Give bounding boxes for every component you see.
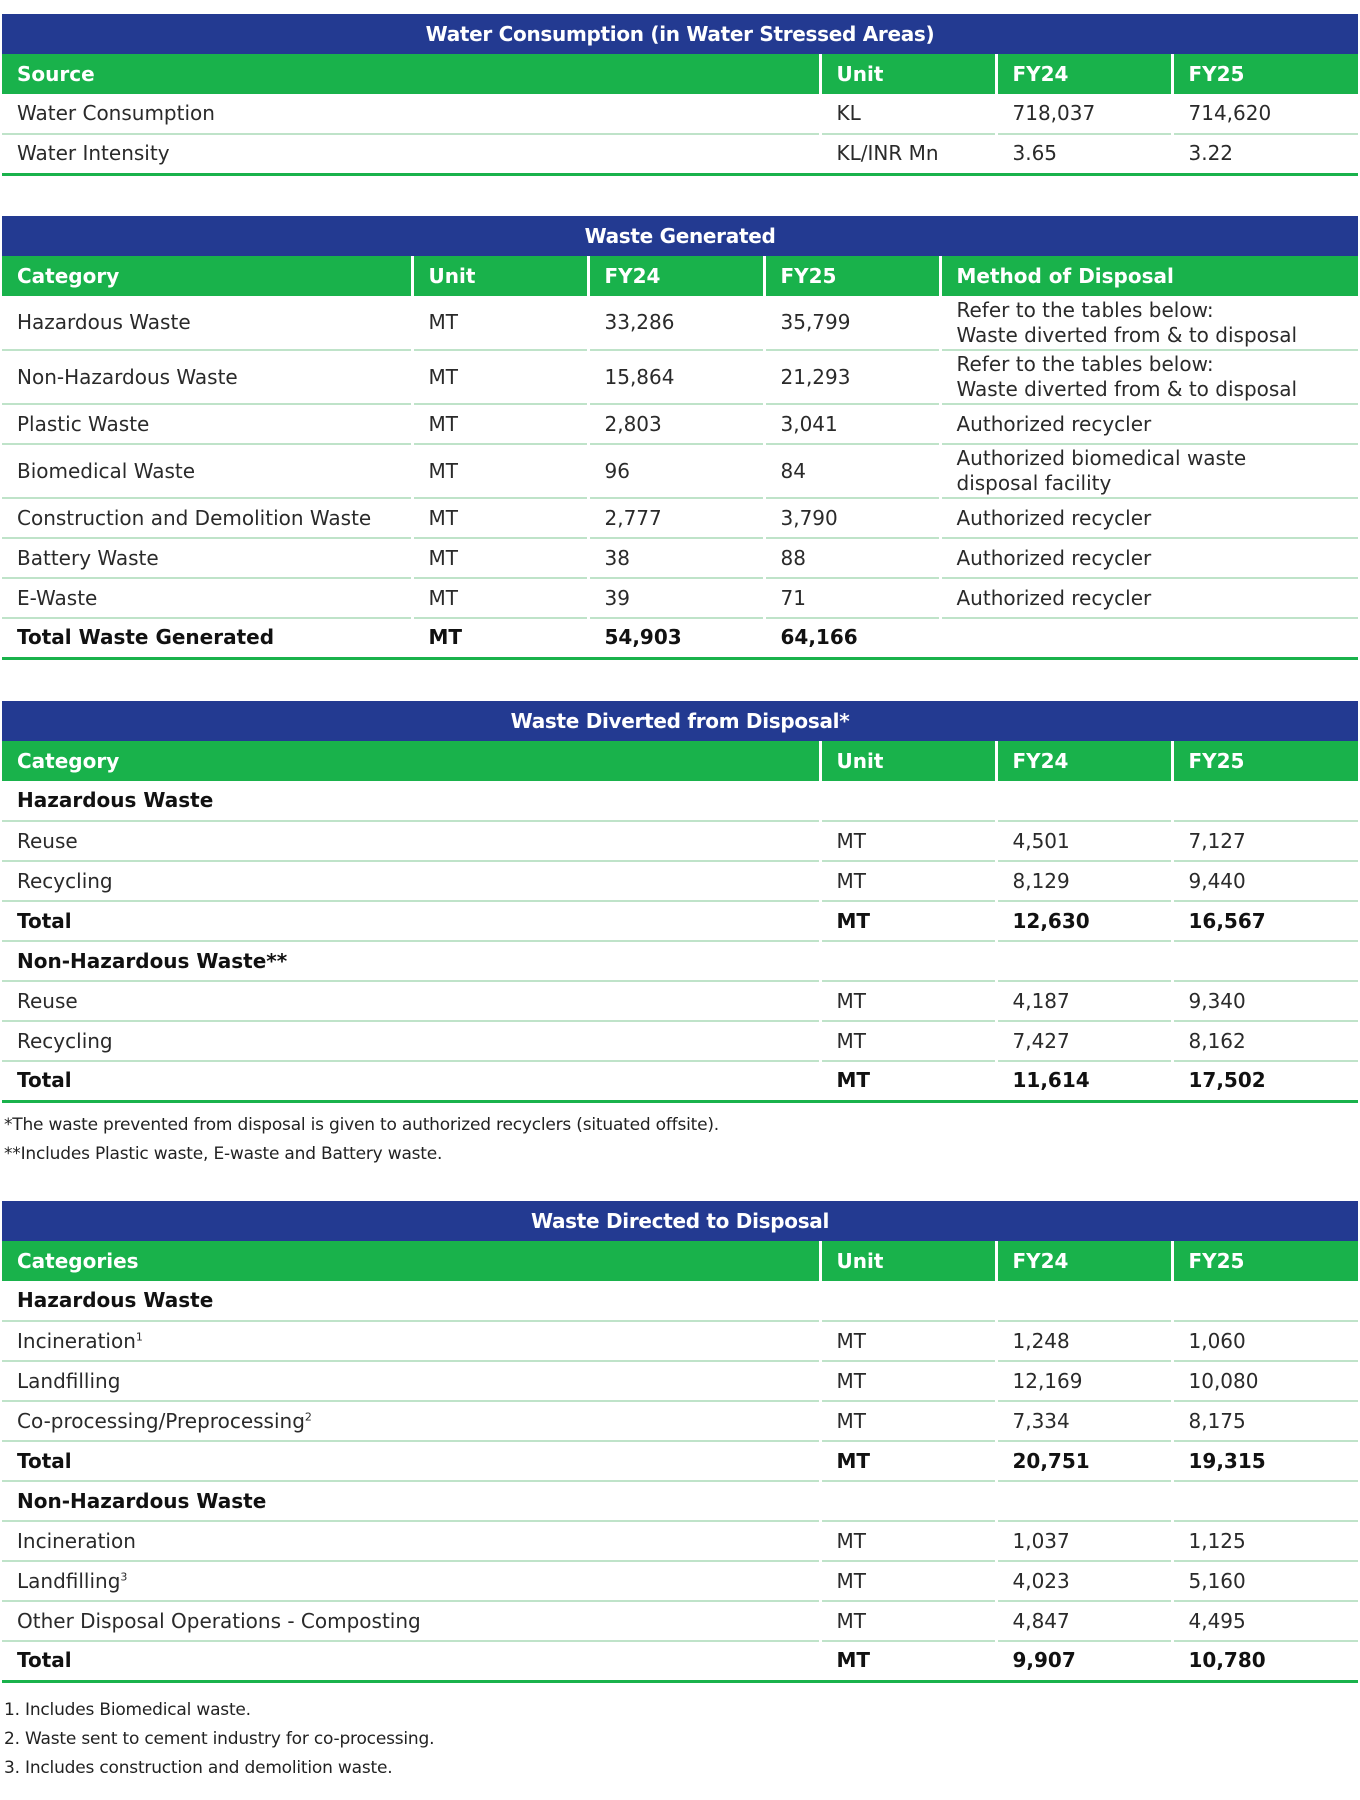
total-unit: MT: [820, 1441, 996, 1481]
column-header-fy25: FY25: [1172, 741, 1358, 781]
waste-diverted-table: [2, 701, 1358, 1103]
row-unit: MT: [820, 1021, 996, 1061]
table-row: [2, 1561, 1358, 1601]
row-unit: MT: [412, 578, 588, 618]
row-unit: MT: [820, 821, 996, 861]
table-title: Waste Diverted from Disposal*: [2, 701, 1358, 741]
column-header-fy25: FY25: [764, 256, 940, 296]
row-label: Battery Waste: [2, 538, 412, 578]
total-fy25: 10,780: [1172, 1641, 1358, 1681]
waste-generated-table: [2, 216, 1358, 660]
table-title: Water Consumption (in Water Stressed Areas): [2, 14, 1358, 54]
table-row: [2, 578, 1358, 618]
column-header-fy24: FY24: [588, 256, 764, 296]
row-unit: MT: [820, 981, 996, 1021]
row-fy25: 84: [764, 444, 940, 498]
table-row: [2, 296, 1358, 350]
row-fy25: 3,790: [764, 498, 940, 538]
row-unit: MT: [820, 1561, 996, 1601]
row-unit: MT: [412, 296, 588, 350]
table-row: [2, 538, 1358, 578]
column-header-unit: Unit: [820, 741, 996, 781]
row-unit: MT: [412, 404, 588, 444]
table-row: [2, 1361, 1358, 1401]
row-fy25: 88: [764, 538, 940, 578]
total-fy25: 16,567: [1172, 901, 1358, 941]
total-unit: MT: [820, 1641, 996, 1681]
total-label: Total Waste Generated: [2, 618, 412, 658]
column-header-fy24: FY24: [996, 54, 1172, 94]
table-title: Waste Directed to Disposal: [2, 1201, 1358, 1241]
row-fy24: 39: [588, 578, 764, 618]
row-label: Other Disposal Operations - Composting: [2, 1601, 820, 1641]
row-label: Reuse: [2, 821, 820, 861]
row-fy25: 1,125: [1172, 1521, 1358, 1561]
waste-diverted-section: [2, 701, 1358, 1103]
total-fy24: 54,903: [588, 618, 764, 658]
footnote: 2. Waste sent to cement industry for co-processing.: [4, 1729, 435, 1749]
total-unit: MT: [820, 1061, 996, 1101]
row-fy25: 5,160: [1172, 1561, 1358, 1601]
table-row: [2, 94, 1358, 134]
total-unit: MT: [820, 901, 996, 941]
row-method: [940, 296, 1358, 350]
row-unit: MT: [412, 538, 588, 578]
row-fy24: 7,334: [996, 1401, 1172, 1441]
method-line: Refer to the tables below:: [956, 352, 1214, 376]
row-fy25: 3,041: [764, 404, 940, 444]
total-row: [2, 618, 1358, 658]
column-header-unit: Unit: [820, 1241, 996, 1281]
group-label: Non-Hazardous Waste: [2, 1481, 820, 1521]
footnote: 1. Includes Biomedical waste.: [4, 1700, 251, 1720]
row-method: Authorized recycler: [940, 404, 1358, 444]
table-row: [2, 1321, 1358, 1361]
row-label: Landfilling$^3$: [2, 1561, 820, 1601]
row-unit: MT: [820, 1521, 996, 1561]
row-unit: MT: [412, 498, 588, 538]
row-label: Construction and Demolition Waste: [2, 498, 412, 538]
row-label: Co-processing/Preprocessing$^2$: [2, 1401, 820, 1441]
total-fy25: 19,315: [1172, 1441, 1358, 1481]
total-row: [2, 1441, 1358, 1481]
total-fy24: 9,907: [996, 1641, 1172, 1681]
footnote-marker: 3: [120, 1569, 128, 1583]
group-row: [2, 941, 1358, 981]
table-row: [2, 444, 1358, 498]
total-label: Total: [2, 1441, 820, 1481]
row-unit: MT: [820, 1401, 996, 1441]
waste-generated-section: [2, 216, 1358, 660]
row-method: Authorized recycler: [940, 578, 1358, 618]
table-title: Waste Generated: [2, 216, 1358, 256]
row-fy25: 714,620: [1172, 94, 1358, 134]
total-row: [2, 901, 1358, 941]
table-row: [2, 1521, 1358, 1561]
footnote-marker: 2: [304, 1409, 312, 1423]
table-row: [2, 404, 1358, 444]
row-method: [940, 350, 1358, 404]
row-fy24: 1,037: [996, 1521, 1172, 1561]
row-fy24: 2,777: [588, 498, 764, 538]
row-fy25: 4,495: [1172, 1601, 1358, 1641]
row-fy25: 10,080: [1172, 1361, 1358, 1401]
row-fy24: 38: [588, 538, 764, 578]
group-row: [2, 781, 1358, 821]
column-header-category: Category: [2, 741, 820, 781]
row-method: Authorized recycler: [940, 538, 1358, 578]
waste-directed-table: [2, 1201, 1358, 1683]
total-label: Total: [2, 1061, 820, 1101]
row-unit: MT: [820, 1361, 996, 1401]
row-fy25: 9,340: [1172, 981, 1358, 1021]
total-fy25: 17,502: [1172, 1061, 1358, 1101]
row-label: Biomedical Waste: [2, 444, 412, 498]
column-header-fy24: FY24: [996, 1241, 1172, 1281]
total-fy24: 12,630: [996, 901, 1172, 941]
water-consumption-table: [2, 14, 1358, 176]
footnote-marker: 1: [135, 1329, 143, 1343]
group-row: [2, 1481, 1358, 1521]
row-method: [940, 444, 1358, 498]
column-header-source: Source: [2, 54, 820, 94]
total-fy24: 20,751: [996, 1441, 1172, 1481]
row-fy24: 718,037: [996, 94, 1172, 134]
row-label: Recycling: [2, 1021, 820, 1061]
column-header-unit: Unit: [820, 54, 996, 94]
row-fy24: 4,023: [996, 1561, 1172, 1601]
total-label: Total: [2, 901, 820, 941]
column-header-fy25: FY25: [1172, 1241, 1358, 1281]
row-fy25: 7,127: [1172, 821, 1358, 861]
group-label: Hazardous Waste: [2, 781, 820, 821]
column-header-method: Method of Disposal: [940, 256, 1358, 296]
method-line: Authorized biomedical waste: [956, 446, 1247, 470]
row-unit: KL: [820, 94, 996, 134]
footnote: **Includes Plastic waste, E-waste and Battery waste.: [4, 1144, 443, 1164]
total-method: [940, 618, 1358, 658]
total-row: [2, 1061, 1358, 1101]
row-label: Hazardous Waste: [2, 296, 412, 350]
row-fy24: 33,286: [588, 296, 764, 350]
row-fy25: 21,293: [764, 350, 940, 404]
row-fy24: 96: [588, 444, 764, 498]
row-label: Incineration$^1$: [2, 1321, 820, 1361]
row-label: E-Waste: [2, 578, 412, 618]
table-row: [2, 498, 1358, 538]
row-unit: MT: [412, 444, 588, 498]
table-row: [2, 821, 1358, 861]
row-fy24: 7,427: [996, 1021, 1172, 1061]
footnote: 3. Includes construction and demolition waste.: [4, 1758, 393, 1778]
row-fy25: 71: [764, 578, 940, 618]
row-fy25: 1,060: [1172, 1321, 1358, 1361]
row-fy24: 2,803: [588, 404, 764, 444]
total-unit: MT: [412, 618, 588, 658]
table-row: [2, 981, 1358, 1021]
table-row: [2, 134, 1358, 174]
row-label: Plastic Waste: [2, 404, 412, 444]
water-consumption-section: [2, 14, 1358, 176]
row-fy24: 4,187: [996, 981, 1172, 1021]
row-unit: MT: [820, 1321, 996, 1361]
footnote: *The waste prevented from disposal is given to authorized recyclers (situated offsite).: [4, 1115, 719, 1135]
row-unit: MT: [412, 350, 588, 404]
row-fy24: 12,169: [996, 1361, 1172, 1401]
group-label: Hazardous Waste: [2, 1281, 820, 1321]
row-label: Water Intensity: [2, 134, 820, 174]
row-fy25: 35,799: [764, 296, 940, 350]
row-label: Water Consumption: [2, 94, 820, 134]
row-fy24: 4,847: [996, 1601, 1172, 1641]
row-label: Recycling: [2, 861, 820, 901]
table-row: [2, 1601, 1358, 1641]
row-fy24: 4,501: [996, 821, 1172, 861]
group-row: [2, 1281, 1358, 1321]
row-fy25: 3.22: [1172, 134, 1358, 174]
row-label: Non-Hazardous Waste: [2, 350, 412, 404]
method-line: Waste diverted from & to disposal: [956, 377, 1298, 401]
method-line: Waste diverted from & to disposal: [956, 322, 1298, 347]
group-label: Non-Hazardous Waste**: [2, 941, 820, 981]
column-header-fy24: FY24: [996, 741, 1172, 781]
column-header-category: Category: [2, 256, 412, 296]
row-unit: MT: [820, 1601, 996, 1641]
row-label: Incineration: [2, 1521, 820, 1561]
column-header-unit: Unit: [412, 256, 588, 296]
row-fy24: 1,248: [996, 1321, 1172, 1361]
row-label: Landfilling: [2, 1361, 820, 1401]
table-row: [2, 861, 1358, 901]
method-line: disposal facility: [956, 471, 1112, 495]
column-header-fy25: FY25: [1172, 54, 1358, 94]
row-fy25: 8,162: [1172, 1021, 1358, 1061]
method-line: Refer to the tables below:: [956, 297, 1214, 322]
row-fy24: 8,129: [996, 861, 1172, 901]
row-unit: KL/INR Mn: [820, 134, 996, 174]
table-row: [2, 1021, 1358, 1061]
table-row: [2, 1401, 1358, 1441]
column-header-categories: Categories: [2, 1241, 820, 1281]
total-fy24: 11,614: [996, 1061, 1172, 1101]
table-row: [2, 350, 1358, 404]
row-fy25: 9,440: [1172, 861, 1358, 901]
row-unit: MT: [820, 861, 996, 901]
row-method: Authorized recycler: [940, 498, 1358, 538]
total-label: Total: [2, 1641, 820, 1681]
waste-directed-section: [2, 1201, 1358, 1683]
total-fy25: 64,166: [764, 618, 940, 658]
total-row: [2, 1641, 1358, 1681]
row-fy24: 3.65: [996, 134, 1172, 174]
row-fy25: 8,175: [1172, 1401, 1358, 1441]
row-fy24: 15,864: [588, 350, 764, 404]
row-label: Reuse: [2, 981, 820, 1021]
